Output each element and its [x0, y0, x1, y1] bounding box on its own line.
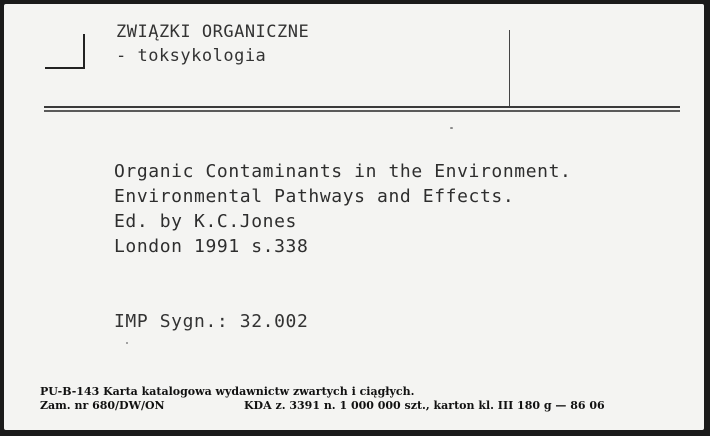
printed-footer — [40, 385, 680, 413]
footer-print-info — [40, 399, 680, 413]
call-number: IMP Sygn.: 32.002 — [114, 311, 309, 332]
subject-line-2: - toksykologia — [116, 46, 267, 66]
footer-form-line: PU-B-143 Karta katalogowa wydawnictw zwartych i ciągłych. — [40, 385, 415, 398]
paper-speck — [450, 127, 453, 129]
subject-line-1: ZWIĄZKI ORGANICZNE — [116, 22, 310, 42]
catalog-card — [4, 4, 704, 430]
corner-mark-vertical — [83, 34, 85, 69]
paper-speck — [126, 342, 128, 344]
footer-print-run: KDA z. 3391 n. 1 000 000 szt., karton kl. III 180 g — 86 06 — [244, 399, 605, 412]
entry-title-line-2: Environmental Pathways and Effects. — [114, 186, 515, 207]
footer-order-number: Zam. nr 680/DW/ON — [40, 399, 165, 412]
entry-editor: Ed. by K.C.Jones — [114, 211, 297, 232]
entry-title-line-1: Organic Contaminants in the Environment. — [114, 161, 572, 182]
bibliographic-entry — [114, 159, 571, 259]
header-rule-bottom — [44, 110, 680, 112]
entry-imprint: London 1991 s.338 — [114, 236, 309, 257]
header-rule-top — [44, 106, 680, 108]
corner-mark-horizontal — [45, 67, 85, 69]
header-divider — [509, 30, 510, 106]
subject-heading — [116, 20, 309, 68]
